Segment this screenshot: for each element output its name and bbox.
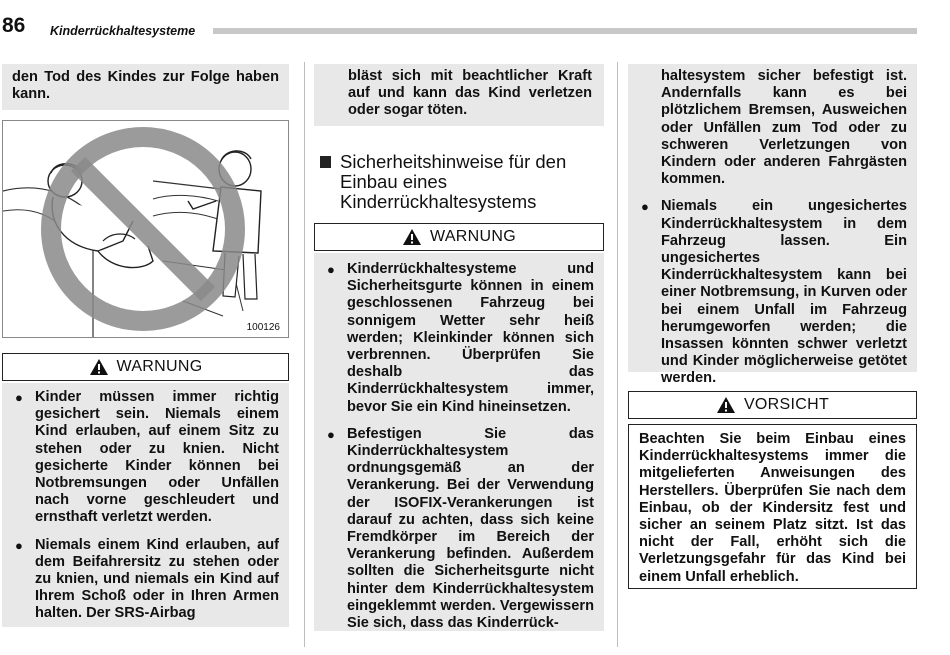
caution-body: [628, 424, 917, 589]
caution-paragraph: Beachten Sie beim Einbau eines Kinderrückhaltesystems immer die mitgelieferten Anweisungen des Herstellers. Überprüfen Sie nach dem Einbau, ob der Kindersitz fest und sicher an seinem Platz sitzt. Ist das nicht der Fall, erhöht sich die Verletzungsgefahr für das Kind bei einem Unfall erheblich.: [639, 431, 906, 585]
warning-triangle-icon: [716, 396, 736, 414]
warning-item: ● Kinderrückhaltesysteme und Sicherheitsgurte können in einem geschlossenen Fahrzeug bei sonnigem Wetter sehr heiß werden; Kleinkinder können sich verbrennen. Überprüfen Sie deshalb das Kinderrückhaltesystem immer, bevor Sie ein Kind hineinsetzen.: [327, 261, 594, 415]
page-header: [0, 0, 950, 44]
continuation-block: [314, 64, 604, 126]
bullet-dot-icon: ●: [15, 537, 23, 553]
bullet-dot-icon: ●: [327, 426, 335, 442]
continuation-paragraph: haltesystem sicher befestigt ist. Andernfalls kann es bei plötzlichem Bremsen, Ausweichen oder Unfällen zum Tod oder zu schweren Verletzungen von Kindern oder anderen Fahrgästen kommen.: [661, 68, 907, 188]
bullet-dot-icon: ●: [15, 390, 23, 405]
warning-label: WARNUNG: [116, 358, 203, 375]
warning-item: ● Kinder müssen immer richtig gesichert sein. Niemals einem Kind erlauben, auf einem Sitz zu stehen oder zu knien. Nicht gesicherte Kinder können bei Notbremsungen oder Unfällen nach vorne geschleudert und ernsthaft verletzt werden.: [15, 389, 279, 526]
caution-label: VORSICHT: [743, 396, 830, 413]
running-title: Kinderrückhaltesysteme: [50, 24, 196, 38]
warning-item: ● Befestigen Sie das Kinderrückhaltesystem ordnungsgemäß an der Verankerung. Bei der Verwendung der ISOFIX-Verankerungen ist darauf zu achten, dass sich keine Fremdkörper im Bereich der Verankerung befinden. Außerdem sollten die Sicherheitsgurte nicht hinter dem Kinderrückhaltesystem eingeklemmt werden. Vergewissern Sie sich, dass das Kinderrück-: [327, 425, 594, 632]
warning-header: [2, 353, 289, 381]
prohibition-sign-icon: [3, 121, 288, 337]
column-divider: [617, 62, 618, 647]
warning-item: ● Niemals einem Kind erlauben, auf dem Beifahrersitz zu stehen oder zu knien, und niemals ein Kind auf Ihrem Schoß oder in Ihren Armen halten. Der SRS-Airbag: [15, 536, 279, 622]
bullet-dot-icon: ●: [327, 262, 335, 277]
intro-text-block: [2, 64, 289, 110]
continuation-paragraph: bläst sich mit beachtlicher Kraft auf und kann das Kind verletzen oder sogar töten.: [348, 68, 592, 119]
square-marker-icon: [320, 156, 331, 168]
caution-header: [628, 391, 917, 419]
warning-header: [314, 223, 604, 251]
child-seat-illustration: [2, 120, 289, 338]
warning-label: WARNUNG: [430, 228, 516, 245]
warning-triangle-icon: [89, 358, 109, 376]
section-title-text: Sicherheitshinweise für den Einbau eines Kinderrückhaltesystems: [340, 151, 567, 212]
figure-id: 100126: [246, 322, 280, 333]
warning-triangle-icon: [402, 228, 422, 246]
page-number: 86: [2, 14, 26, 37]
section-title: [320, 152, 610, 212]
warning-body: [2, 383, 289, 627]
intro-paragraph: den Tod des Kindes zur Folge haben kann.: [12, 69, 279, 103]
column-divider: [304, 62, 305, 647]
bullet-dot-icon: ●: [641, 199, 649, 215]
warning-body: [314, 253, 604, 631]
continuation-block: [628, 64, 917, 387]
header-rule: [213, 28, 917, 34]
warning-item: ● Niemals ein ungesichertes Kinderrückhaltesystem in dem Fahrzeug lassen. Ein ungesichertes Kinderrückhaltesystem kann bei einer Notbremsung, in Kurven oder bei einem Unfall im Fahrzeug herumgeworfen werden; die Insassen könnten schwer verletzt und Kinder möglicherweise getötet werden.: [641, 198, 907, 387]
